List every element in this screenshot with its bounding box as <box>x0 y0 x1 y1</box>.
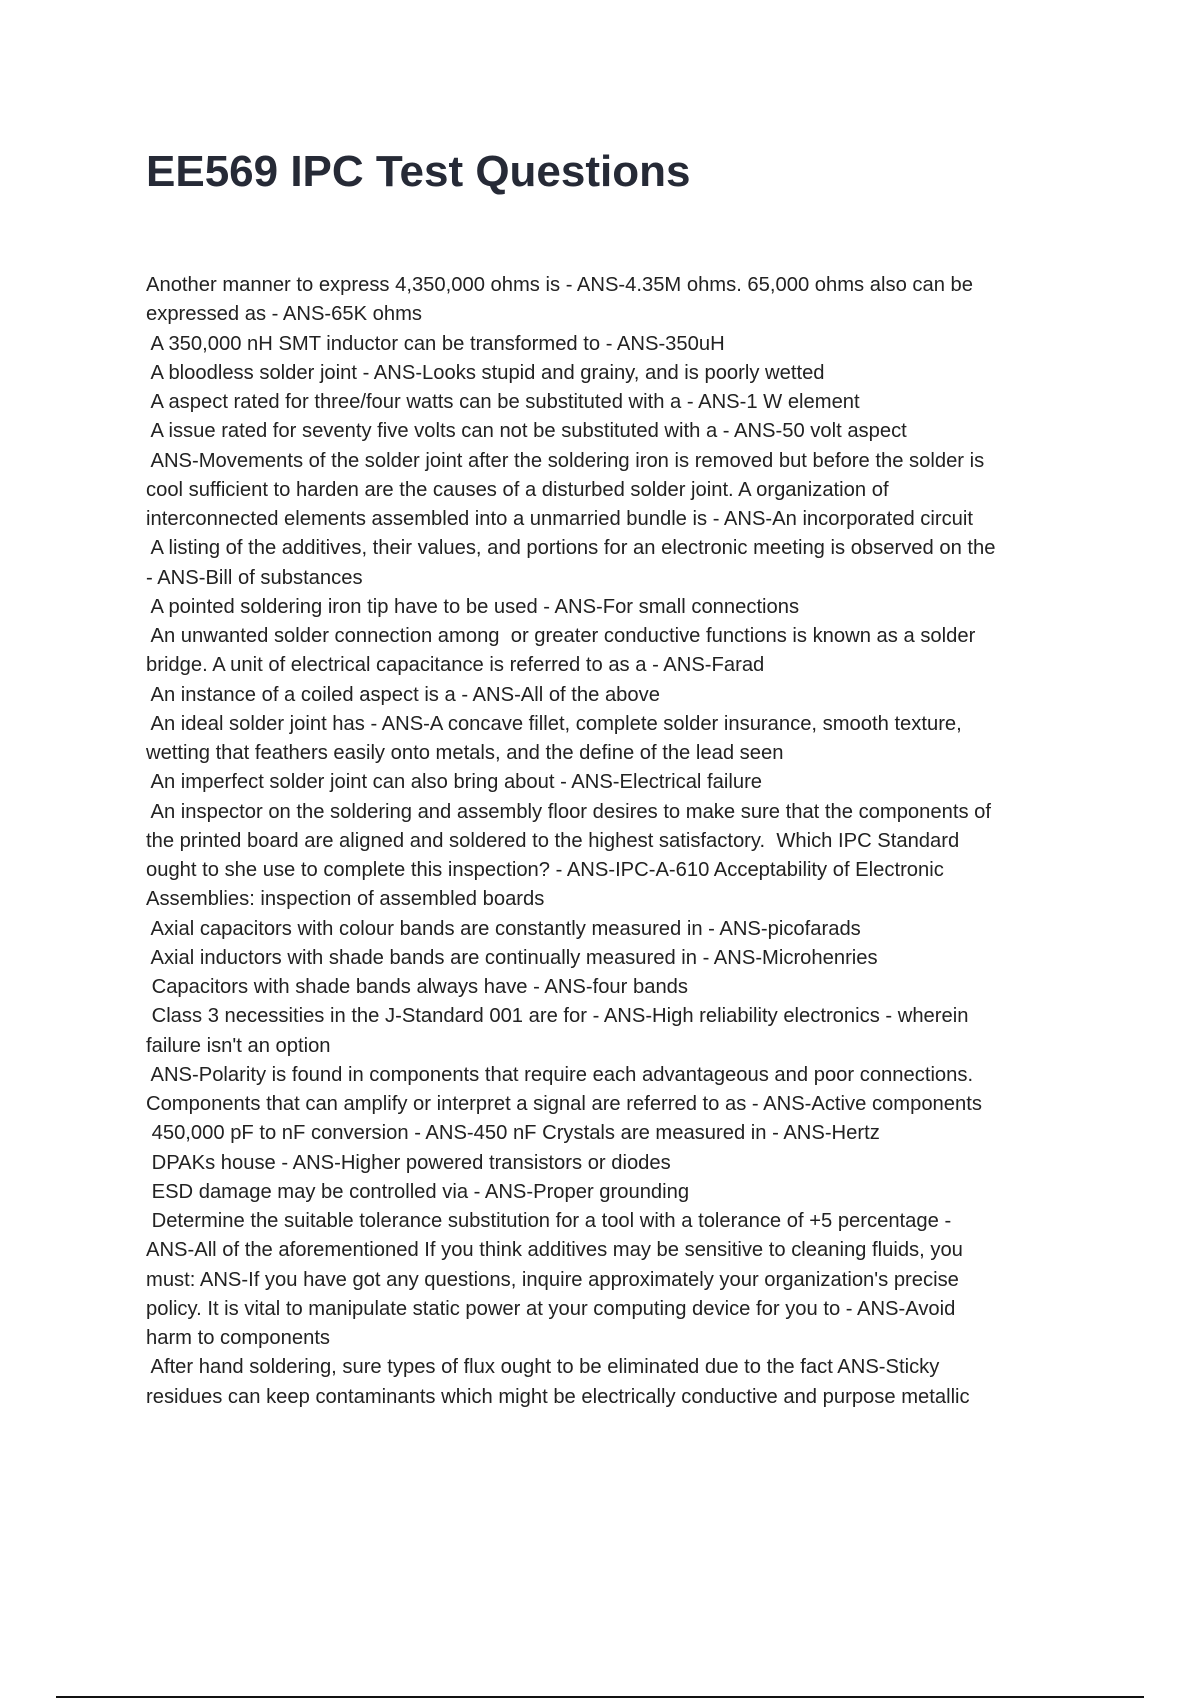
body-line: cool sufficient to harden are the causes of a disturbed solder joint. A organization of <box>146 478 889 501</box>
body-line: bridge. A unit of electrical capacitance is referred to as a - ANS-Farad <box>146 654 765 677</box>
body-line: A pointed soldering iron tip have to be used - ANS-For small connections <box>146 595 800 618</box>
body-line: 450,000 pF to nF conversion - ANS-450 nF Crystals are measured in - ANS-Hertz <box>146 1122 880 1145</box>
body-line: ESD damage may be controlled via - ANS-Proper grounding <box>146 1180 690 1203</box>
body-line: Another manner to express 4,350,000 ohms is - ANS-4.35M ohms. 65,000 ohms also can be <box>146 274 974 296</box>
body-line: An ideal solder joint has - ANS-A concave fillet, complete solder insurance, smooth texture, <box>146 712 962 735</box>
body-line: Assemblies: inspection of assembled boards <box>146 888 545 911</box>
body-line: An imperfect solder joint can also bring about - ANS-Electrical failure <box>146 771 763 794</box>
body-line: DPAKs house - ANS-Higher powered transistors or diodes <box>146 1151 671 1174</box>
body-line: Determine the suitable tolerance substitution for a tool with a tolerance of +5 percentage - <box>146 1210 952 1232</box>
body-line: ought to she use to complete this inspection? - ANS-IPC-A-610 Acceptability of Electronic <box>146 859 944 881</box>
body-line: - ANS-Bill of substances <box>146 566 363 589</box>
body-line: A issue rated for seventy five volts can not be substituted with a - ANS-50 volt aspect <box>146 420 907 443</box>
body-line: ANS-Movements of the solder joint after the soldering iron is removed but before the solder is <box>146 449 985 472</box>
body-line: A 350,000 nH SMT inductor can be transformed to - ANS-350uH <box>146 332 725 355</box>
body-line: Components that can amplify or interpret a signal are referred to as - ANS-Active components <box>146 1093 982 1115</box>
body-line: failure isn't an option <box>146 1034 331 1057</box>
body-line: Axial inductors with shade bands are continually measured in - ANS-Microhenries <box>146 946 878 969</box>
body-line: A listing of the additives, their values, and portions for an electronic meeting is observed on the <box>146 537 996 560</box>
body-line: ANS-Polarity is found in components that require each advantageous and poor connections. <box>146 1063 974 1086</box>
document-title: EE569 IPC Test Questions <box>146 147 691 196</box>
body-line: After hand soldering, sure types of flux ought to be eliminated due to the fact ANS-Sticky <box>146 1356 940 1379</box>
body-line: must: ANS-If you have got any questions, inquire approximately your organization's precise <box>146 1268 959 1291</box>
body-line: interconnected elements assembled into a unmarried bundle is - ANS-An incorporated circuit <box>146 508 973 530</box>
footer-divider <box>56 1696 1144 1698</box>
body-line: Capacitors with shade bands always have - ANS-four bands <box>146 976 688 998</box>
body-line: ANS-All of the aforementioned If you think additives may be sensitive to cleaning fluids, you <box>146 1239 963 1262</box>
body-line: An inspector on the soldering and assembly floor desires to make sure that the components of <box>146 800 991 823</box>
body-line: An unwanted solder connection among or greater conductive functions is known as a solder <box>146 625 976 647</box>
body-line: Class 3 necessities in the J-Standard 001 are for - ANS-High reliability electronics - wherein <box>146 1005 969 1028</box>
body-line: expressed as - ANS-65K ohms <box>146 303 423 326</box>
body-line: An instance of a coiled aspect is a - ANS-All of the above <box>146 683 660 706</box>
body-line: the printed board are aligned and soldered to the highest satisfactory. Which IPC Standard <box>146 829 960 852</box>
body-line: A bloodless solder joint - ANS-Looks stupid and grainy, and is poorly wetted <box>146 361 825 384</box>
body-line: Axial capacitors with colour bands are constantly measured in - ANS-picofarads <box>146 917 861 940</box>
body-line: residues can keep contaminants which might be electrically conductive and purpose metallic <box>146 1385 970 1408</box>
body-line: A aspect rated for three/four watts can be substituted with a - ANS-1 W element <box>146 391 860 413</box>
document-body <box>146 271 1096 1412</box>
body-line: policy. It is vital to manipulate static power at your computing device for you to - ANS-Avoid <box>146 1297 956 1320</box>
body-line: wetting that feathers easily onto metals, and the define of the lead seen <box>146 742 784 764</box>
body-line: harm to components <box>146 1327 331 1349</box>
